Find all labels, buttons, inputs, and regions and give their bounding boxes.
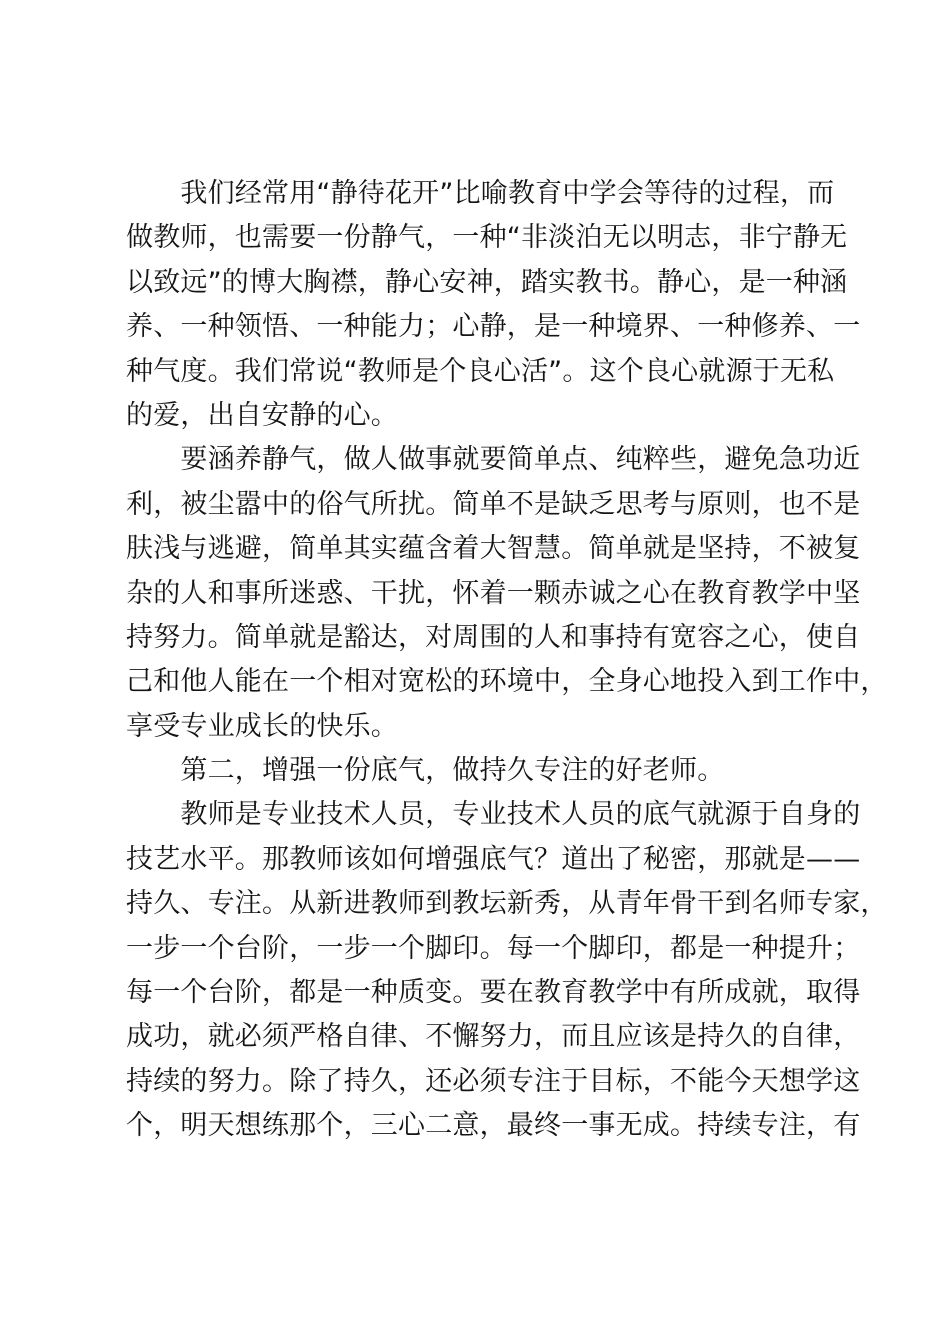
text-line: 要涵养静气，做人做事就要简单点、纯粹些，避免急功近 [126,444,861,476]
text-line: 享受专业成长的快乐。 [126,710,398,742]
text-line: 以致远”的博大胸襟，静心安神，踏实教书。静心，是一种涵 [126,266,848,298]
text-line: 个，明天想练那个，三心二意，最终一事无成。持续专注，有 [126,1110,861,1142]
text-line: 持久、专注。从新进教师到教坛新秀，从青年骨干到名师专家， [126,888,888,920]
text-line: 利，被尘嚣中的俗气所扰。简单不是缺乏思考与原则，也不是 [126,488,861,520]
text-line: 做教师，也需要一份静气，一种“非淡泊无以明志，非宁静无 [126,222,848,254]
text-line: 一步一个台阶，一步一个脚印。每一个脚印，都是一种提升； [126,932,861,964]
text-line: 种气度。我们常说“教师是个良心活”。这个良心就源于无私 [126,355,835,387]
text-line: 持努力。简单就是豁达，对周围的人和事持有宽容之心，使自 [126,621,861,653]
text-line: 成功，就必须严格自律、不懈努力，而且应该是持久的自律， [126,1021,861,1053]
document-body [126,172,888,1149]
text-line: 杂的人和事所迷惑、干扰，怀着一颗赤诚之心在教育教学中坚 [126,577,861,609]
text-line: 持续的努力。除了持久，还必须专注于目标，不能今天想学这 [126,1065,861,1097]
text-line: 我们经常用“静待花开”比喻教育中学会等待的过程，而 [126,178,835,209]
section-heading: 第二，增强一份底气，做持久专注的好老师。 [126,755,725,787]
text-line: 教师是专业技术人员，专业技术人员的底气就源于自身的 [126,799,861,831]
text-line: 每一个台阶，都是一种质变。要在教育教学中有所成就，取得 [126,977,861,1009]
text-line: 肤浅与逃避，简单其实蕴含着大智慧。简单就是坚持，不被复 [126,533,861,565]
text-line: 己和他人能在一个相对宽松的环境中，全身心地投入到工作中， [126,666,888,698]
text-line: 养、一种领悟、一种能力；心静，是一种境界、一种修养、一 [126,311,861,343]
text-line: 的爱，出自安静的心。 [126,399,398,431]
text-line: 技艺水平。那教师该如何增强底气？道出了秘密，那就是—— [126,843,861,875]
